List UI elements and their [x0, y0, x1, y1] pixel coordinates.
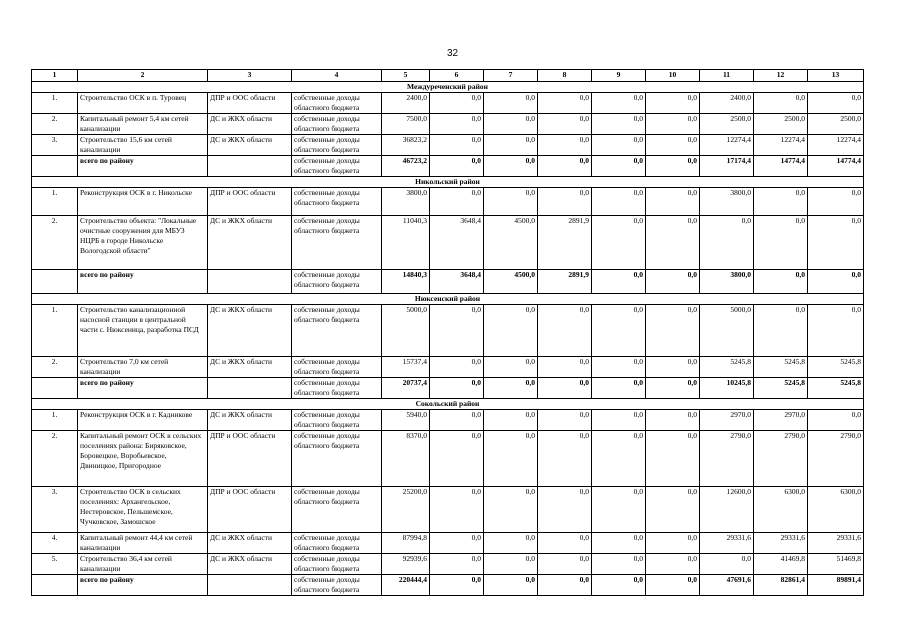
amount-cell: 0,0	[484, 93, 538, 114]
amount-cell: 0,0	[484, 156, 538, 177]
amount-cell: 14774,4	[808, 156, 864, 177]
amount-cell: 0,0	[484, 357, 538, 378]
table-row	[32, 114, 864, 135]
row-number: 1.	[32, 188, 78, 216]
amount-cell: 5245,8	[700, 357, 754, 378]
amount-cell: 2891,9	[538, 216, 592, 270]
amount-cell: 6300,0	[808, 487, 864, 533]
amount-cell: 36823,2	[382, 135, 430, 156]
responsible-body: ДС и ЖКХ области	[208, 135, 292, 156]
funding-source: собственные доходы областного бюджета	[292, 156, 382, 177]
amount-cell: 0,0	[592, 378, 646, 399]
funding-source: собственные доходы областного бюджета	[292, 135, 382, 156]
amount-cell: 0,0	[592, 410, 646, 431]
budget-table	[31, 69, 864, 596]
amount-cell: 3800,0	[700, 270, 754, 294]
amount-cell: 0,0	[430, 378, 484, 399]
amount-cell: 12600,0	[700, 487, 754, 533]
amount-cell: 2400,0	[382, 93, 430, 114]
amount-cell: 0,0	[592, 533, 646, 554]
amount-cell: 0,0	[646, 156, 700, 177]
amount-cell: 0,0	[592, 156, 646, 177]
amount-cell: 0,0	[430, 93, 484, 114]
amount-cell: 3648,4	[430, 216, 484, 270]
row-number: 2.	[32, 431, 78, 487]
funding-source: собственные доходы областного бюджета	[292, 431, 382, 487]
row-number: 4.	[32, 533, 78, 554]
table-row	[32, 410, 864, 431]
total-row	[32, 575, 864, 596]
amount-cell: 12274,4	[808, 135, 864, 156]
table-row	[32, 216, 864, 270]
project-name: всего по району	[78, 156, 208, 177]
row-number: 5.	[32, 554, 78, 575]
project-name: Строительство ОСК в п. Туровец	[78, 93, 208, 114]
row-number	[32, 378, 78, 399]
amount-cell: 0,0	[808, 410, 864, 431]
amount-cell: 0,0	[430, 188, 484, 216]
amount-cell: 0,0	[538, 305, 592, 357]
amount-cell: 0,0	[538, 135, 592, 156]
amount-cell: 2891,9	[538, 270, 592, 294]
amount-cell: 0,0	[538, 378, 592, 399]
amount-cell: 2970,0	[700, 410, 754, 431]
amount-cell: 5245,8	[754, 357, 808, 378]
section-row	[32, 399, 864, 410]
column-header: 12	[754, 70, 808, 82]
responsible-body: ДС и ЖКХ области	[208, 357, 292, 378]
amount-cell: 0,0	[592, 431, 646, 487]
table-row	[32, 188, 864, 216]
responsible-body: ДС и ЖКХ области	[208, 554, 292, 575]
amount-cell: 0,0	[484, 431, 538, 487]
funding-source: собственные доходы областного бюджета	[292, 554, 382, 575]
project-name: Капитальный ремонт ОСК в сельских поселениях района: Биряковское, Боровецкое, Воробьевское, Двиницкое, Пригородное	[78, 431, 208, 487]
table-row	[32, 533, 864, 554]
section-title: Нюксенский район	[32, 294, 864, 305]
amount-cell: 0,0	[538, 410, 592, 431]
amount-cell: 0,0	[538, 431, 592, 487]
amount-cell: 220444,4	[382, 575, 430, 596]
amount-cell: 0,0	[484, 533, 538, 554]
project-name: Строительство канализационной насосной станции в центральной части с. Нюксеница, разработка ПСД	[78, 305, 208, 357]
amount-cell: 0,0	[538, 554, 592, 575]
amount-cell: 0,0	[484, 135, 538, 156]
funding-source: собственные доходы областного бюджета	[292, 93, 382, 114]
total-row	[32, 270, 864, 294]
amount-cell: 0,0	[484, 114, 538, 135]
amount-cell: 0,0	[592, 357, 646, 378]
funding-source: собственные доходы областного бюджета	[292, 410, 382, 431]
amount-cell: 0,0	[754, 270, 808, 294]
amount-cell: 0,0	[592, 575, 646, 596]
amount-cell: 0,0	[484, 410, 538, 431]
amount-cell: 0,0	[484, 554, 538, 575]
amount-cell: 2790,0	[754, 431, 808, 487]
project-name: Капитальный ремонт 44,4 км сетей канализации	[78, 533, 208, 554]
amount-cell: 12274,4	[700, 135, 754, 156]
row-number: 1.	[32, 93, 78, 114]
amount-cell: 0,0	[754, 188, 808, 216]
row-number: 2.	[32, 357, 78, 378]
project-name: Строительство 15,6 км сетей канализации	[78, 135, 208, 156]
table-row	[32, 431, 864, 487]
amount-cell: 17174,4	[700, 156, 754, 177]
responsible-body: ДПР и ООС области	[208, 487, 292, 533]
amount-cell: 4500,0	[484, 270, 538, 294]
section-row	[32, 294, 864, 305]
amount-cell: 51469,8	[808, 554, 864, 575]
amount-cell: 0,0	[430, 554, 484, 575]
amount-cell: 0,0	[592, 554, 646, 575]
amount-cell: 14840,3	[382, 270, 430, 294]
amount-cell: 2500,0	[808, 114, 864, 135]
table-row	[32, 305, 864, 357]
amount-cell: 0,0	[430, 431, 484, 487]
table-row	[32, 93, 864, 114]
amount-cell: 0,0	[538, 357, 592, 378]
amount-cell: 0,0	[592, 93, 646, 114]
amount-cell: 0,0	[592, 188, 646, 216]
amount-cell: 0,0	[430, 357, 484, 378]
amount-cell: 5940,0	[382, 410, 430, 431]
column-header: 4	[292, 70, 382, 82]
responsible-body: ДПР и ООС области	[208, 431, 292, 487]
responsible-body: ДС и ЖКХ области	[208, 114, 292, 135]
column-header: 10	[646, 70, 700, 82]
amount-cell: 29331,6	[700, 533, 754, 554]
amount-cell: 89891,4	[808, 575, 864, 596]
funding-source: собственные доходы областного бюджета	[292, 188, 382, 216]
amount-cell: 15737,4	[382, 357, 430, 378]
amount-cell: 10245,8	[700, 378, 754, 399]
project-name: всего по району	[78, 270, 208, 294]
column-header: 1	[32, 70, 78, 82]
project-name: Строительство объекта: "Локальные очистные сооружения для МБУЗ НЦРБ в городе Никольске Вологодской области"	[78, 216, 208, 270]
section-row	[32, 82, 864, 93]
project-name: Строительство 36,4 км сетей канализации	[78, 554, 208, 575]
responsible-body	[208, 156, 292, 177]
table-row	[32, 554, 864, 575]
funding-source: собственные доходы областного бюджета	[292, 216, 382, 270]
amount-cell: 0,0	[430, 135, 484, 156]
section-title: Сокольский район	[32, 399, 864, 410]
amount-cell: 5000,0	[700, 305, 754, 357]
amount-cell: 0,0	[808, 188, 864, 216]
amount-cell: 0,0	[646, 135, 700, 156]
amount-cell: 0,0	[646, 270, 700, 294]
amount-cell: 0,0	[700, 216, 754, 270]
funding-source: собственные доходы областного бюджета	[292, 357, 382, 378]
amount-cell: 0,0	[538, 93, 592, 114]
row-number: 3.	[32, 135, 78, 156]
amount-cell: 11040,3	[382, 216, 430, 270]
amount-cell: 0,0	[430, 575, 484, 596]
amount-cell: 4500,0	[484, 216, 538, 270]
amount-cell: 0,0	[592, 135, 646, 156]
funding-source: собственные доходы областного бюджета	[292, 114, 382, 135]
amount-cell: 0,0	[646, 431, 700, 487]
page-number: 32	[446, 48, 459, 59]
project-name: Реконструкция ОСК в г. Кадникове	[78, 410, 208, 431]
amount-cell: 0,0	[592, 270, 646, 294]
amount-cell: 0,0	[700, 554, 754, 575]
amount-cell: 0,0	[808, 305, 864, 357]
amount-cell: 25200,0	[382, 487, 430, 533]
row-number: 3.	[32, 487, 78, 533]
amount-cell: 0,0	[646, 188, 700, 216]
amount-cell: 2400,0	[700, 93, 754, 114]
amount-cell: 3800,0	[382, 188, 430, 216]
responsible-body: ДПР и ООС области	[208, 93, 292, 114]
responsible-body	[208, 378, 292, 399]
amount-cell: 29331,6	[808, 533, 864, 554]
amount-cell: 0,0	[430, 410, 484, 431]
row-number: 2.	[32, 114, 78, 135]
total-row	[32, 378, 864, 399]
amount-cell: 0,0	[754, 93, 808, 114]
amount-cell: 0,0	[484, 575, 538, 596]
funding-source: собственные доходы областного бюджета	[292, 533, 382, 554]
amount-cell: 0,0	[592, 114, 646, 135]
amount-cell: 8370,0	[382, 431, 430, 487]
amount-cell: 29331,6	[754, 533, 808, 554]
amount-cell: 0,0	[646, 378, 700, 399]
amount-cell: 41469,8	[754, 554, 808, 575]
responsible-body: ДС и ЖКХ области	[208, 305, 292, 357]
amount-cell: 92939,6	[382, 554, 430, 575]
project-name: Капитальный ремонт 5,4 км сетей канализации	[78, 114, 208, 135]
section-row	[32, 177, 864, 188]
amount-cell: 6300,0	[754, 487, 808, 533]
amount-cell: 0,0	[430, 114, 484, 135]
row-number	[32, 270, 78, 294]
amount-cell: 0,0	[808, 216, 864, 270]
row-number: 1.	[32, 305, 78, 357]
amount-cell: 0,0	[754, 305, 808, 357]
amount-cell: 5245,8	[808, 357, 864, 378]
amount-cell: 0,0	[808, 93, 864, 114]
amount-cell: 46723,2	[382, 156, 430, 177]
funding-source: собственные доходы областного бюджета	[292, 305, 382, 357]
amount-cell: 0,0	[646, 216, 700, 270]
amount-cell: 3800,0	[700, 188, 754, 216]
project-name: Строительство 7,0 км сетей канализации	[78, 357, 208, 378]
row-number	[32, 156, 78, 177]
amount-cell: 87994,8	[382, 533, 430, 554]
amount-cell: 0,0	[646, 487, 700, 533]
amount-cell: 2970,0	[754, 410, 808, 431]
amount-cell: 0,0	[646, 357, 700, 378]
project-name: всего по району	[78, 378, 208, 399]
column-header: 5	[382, 70, 430, 82]
row-number: 1.	[32, 410, 78, 431]
amount-cell: 0,0	[430, 305, 484, 357]
amount-cell: 0,0	[430, 487, 484, 533]
section-title: Никольский район	[32, 177, 864, 188]
amount-cell: 0,0	[646, 554, 700, 575]
column-header: 9	[592, 70, 646, 82]
amount-cell: 14774,4	[754, 156, 808, 177]
table-row	[32, 135, 864, 156]
amount-cell: 0,0	[484, 305, 538, 357]
column-header: 3	[208, 70, 292, 82]
responsible-body: ДС и ЖКХ области	[208, 410, 292, 431]
amount-cell: 5245,8	[754, 378, 808, 399]
amount-cell: 2500,0	[754, 114, 808, 135]
amount-cell: 0,0	[646, 533, 700, 554]
responsible-body	[208, 270, 292, 294]
responsible-body: ДПР и ООС области	[208, 188, 292, 216]
amount-cell: 47691,6	[700, 575, 754, 596]
funding-source: собственные доходы областного бюджета	[292, 378, 382, 399]
amount-cell: 0,0	[538, 114, 592, 135]
amount-cell: 0,0	[538, 575, 592, 596]
amount-cell: 0,0	[430, 156, 484, 177]
amount-cell: 0,0	[484, 188, 538, 216]
amount-cell: 82861,4	[754, 575, 808, 596]
funding-source: собственные доходы областного бюджета	[292, 270, 382, 294]
amount-cell: 5000,0	[382, 305, 430, 357]
amount-cell: 0,0	[484, 487, 538, 533]
column-header: 8	[538, 70, 592, 82]
project-name: Строительство ОСК в сельских поселениях: Архангельское, Нестеровское, Пельшемское, Чучковское, Замошское	[78, 487, 208, 533]
amount-cell: 0,0	[484, 378, 538, 399]
funding-source: собственные доходы областного бюджета	[292, 487, 382, 533]
funding-source: собственные доходы областного бюджета	[292, 575, 382, 596]
amount-cell: 0,0	[592, 216, 646, 270]
amount-cell: 3648,4	[430, 270, 484, 294]
column-header: 13	[808, 70, 864, 82]
column-header: 6	[430, 70, 484, 82]
amount-cell: 0,0	[646, 410, 700, 431]
header-row	[32, 70, 864, 82]
amount-cell: 2790,0	[700, 431, 754, 487]
amount-cell: 7500,0	[382, 114, 430, 135]
amount-cell: 0,0	[592, 305, 646, 357]
row-number: 2.	[32, 216, 78, 270]
table-row	[32, 357, 864, 378]
amount-cell: 2790,0	[808, 431, 864, 487]
amount-cell: 0,0	[646, 93, 700, 114]
amount-cell: 0,0	[646, 114, 700, 135]
amount-cell: 20737,4	[382, 378, 430, 399]
amount-cell: 5245,8	[808, 378, 864, 399]
column-header: 11	[700, 70, 754, 82]
amount-cell: 0,0	[646, 575, 700, 596]
total-row	[32, 156, 864, 177]
responsible-body: ДС и ЖКХ области	[208, 533, 292, 554]
project-name: Реконструкция ОСК в г. Никольске	[78, 188, 208, 216]
table-row	[32, 487, 864, 533]
column-header: 7	[484, 70, 538, 82]
amount-cell: 2500,0	[700, 114, 754, 135]
responsible-body	[208, 575, 292, 596]
amount-cell: 0,0	[538, 533, 592, 554]
amount-cell: 0,0	[430, 533, 484, 554]
amount-cell: 0,0	[538, 156, 592, 177]
responsible-body: ДС и ЖКХ области	[208, 216, 292, 270]
amount-cell: 12274,4	[754, 135, 808, 156]
row-number	[32, 575, 78, 596]
amount-cell: 0,0	[538, 188, 592, 216]
amount-cell: 0,0	[754, 216, 808, 270]
project-name: всего по району	[78, 575, 208, 596]
amount-cell: 0,0	[808, 270, 864, 294]
amount-cell: 0,0	[592, 487, 646, 533]
amount-cell: 0,0	[538, 487, 592, 533]
column-header: 2	[78, 70, 208, 82]
amount-cell: 0,0	[646, 305, 700, 357]
section-title: Междуреченский район	[32, 82, 864, 93]
